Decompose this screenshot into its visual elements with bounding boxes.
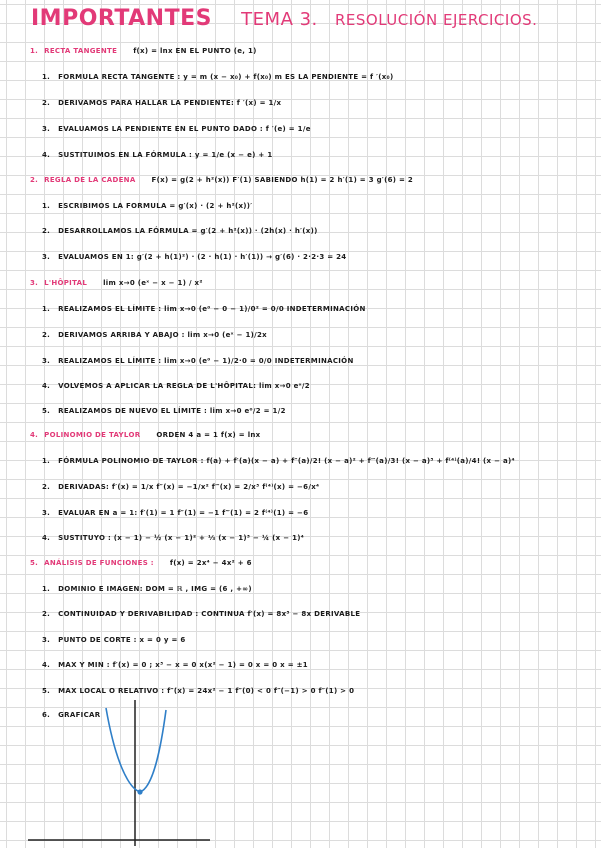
section-title: POLINOMIO DE TAYLOR [44,431,141,439]
item-number: 2. [30,176,39,184]
item-number: 2. [42,483,51,491]
item-text: MAX Y MIN : f′(x) = 0 ; x³ − x = 0 x(x² − 1) = 0 x = 0 x = ±1 [58,661,308,669]
item-text: PUNTO DE CORTE : x = 0 y = 6 [58,636,186,644]
list-item [42,304,366,314]
list-item [42,98,281,108]
list-item [42,508,308,518]
section-heading [30,558,252,568]
item-number: 4. [30,431,39,439]
section-title: ANÁLISIS DE FUNCIONES : [44,559,154,567]
item-number: 2. [42,331,51,339]
title-resolucion: RESOLUCIÓN EJERCICIOS. [334,11,538,29]
list-item [42,381,310,391]
list-item [42,686,354,696]
item-text: FORMULA RECTA TANGENTE : y = m (x − x₀) + f(x₀) m ES LA PENDIENTE = f ′(x₀) [58,73,394,81]
list-item [42,406,286,416]
item-number: 1. [42,585,51,593]
item-text: GRAFICAR [58,711,101,719]
item-number: 2. [42,610,51,618]
item-text: DERIVAMOS PARA HALLAR LA PENDIENTE: f ′(x) = 1/x [58,99,282,107]
section-title: RECTA TANGENTE [44,47,118,55]
item-number: 4. [42,534,51,542]
item-text: CONTINUIDAD Y DERIVABILIDAD : CONTINUA f′(x) = 8x³ − 8x DERIVABLE [58,610,361,618]
list-item [42,252,346,262]
list-item [42,356,354,366]
item-number: 3. [30,279,39,287]
section-heading [30,46,257,56]
list-item [42,150,273,160]
section-formula: lim x→0 (eˣ − x − 1) / x² [103,279,203,287]
item-number: 3. [42,636,51,644]
list-item [42,226,318,236]
function-graph [20,700,220,848]
item-text: FÓRMULA POLINOMIO DE TAYLOR : f(a) + f′(a)(x − a) + f″(a)/2! (x − a)² + f‴(a)/3! (x − a)³ + f⁽⁴⁾(a)/4! (x − a)⁴ [58,457,515,465]
item-number: 5. [30,559,39,567]
item-number: 3. [42,509,51,517]
item-text: EVALUAR EN a = 1: f′(1) = 1 f″(1) = −1 f‴(1) = 2 f⁽⁴⁾(1) = −6 [58,509,309,517]
section-formula: F(x) = g(2 + h²(x)) F′(1) SABIENDO h(1) = 2 h′(1) = 3 g′(6) = 2 [151,176,414,184]
item-number: 1. [30,47,39,55]
item-number: 3. [42,125,51,133]
list-item [42,201,252,211]
item-text: MAX LOCAL O RELATIVO : f″(x) = 24x² − 1 f″(0) < 0 f″(−1) > 0 f″(1) > 0 [58,687,355,695]
item-number: 3. [42,357,51,365]
item-text: SUSTITUYO : (x − 1) − ½ (x − 1)² + ⅓ (x − 1)³ − ¼ (x − 1)⁴ [58,534,305,542]
item-text: DOMINIO E IMAGEN: DOM = ℝ , IMG = (6 , +∞) [58,585,252,593]
item-number: 1. [42,457,51,465]
list-item [42,584,252,594]
list-item [42,609,360,619]
list-item [42,482,319,492]
list-item [42,533,304,543]
item-text: REALIZAMOS EL LÍMITE : lim x→0 (e⁰ − 0 − 1)/0² = 0/0 INDETERMINACIÓN [58,305,366,313]
list-item [42,72,393,82]
item-number: 2. [42,99,51,107]
item-text: DERIVAMOS ARRIBA Y ABAJO : lim x→0 (eˣ − 1)/2x [58,331,267,339]
section-title: L'HÔPITAL [44,279,88,287]
list-item [42,330,267,340]
section-heading [30,278,203,288]
section-formula: f(x) = lnx EN EL PUNTO (e, 1) [133,47,257,55]
item-number: 4. [42,151,51,159]
item-number: 2. [42,227,51,235]
item-text: VOLVEMOS A APLICAR LA REGLA DE L'HÔPITAL: lim x→0 eˣ/2 [58,382,310,390]
item-text: REALIZAMOS EL LÍMITE : lim x→0 (e⁰ − 1)/2·0 = 0/0 INDETERMINACIÓN [58,357,354,365]
title-importantes: IMPORTANTES [31,6,212,31]
item-number: 4. [42,661,51,669]
item-number: 5. [42,407,51,415]
list-item [42,456,515,466]
section-title: REGLA DE LA CADENA [44,176,136,184]
item-text: DESARROLLAMOS LA FÓRMULA = g′(2 + h²(x)) · (2h(x) · h′(x)) [58,227,318,235]
item-number: 1. [42,73,51,81]
item-number: 4. [42,382,51,390]
list-item [42,660,308,670]
minimum-point [137,789,142,794]
item-text: EVALUAMOS EN 1: g′(2 + h(1)²) · (2 · h(1) · h′(1)) → g′(6) · 2·2·3 = 24 [58,253,347,261]
item-number: 5. [42,687,51,695]
page-title [31,6,537,31]
item-number: 1. [42,305,51,313]
section-heading [30,175,413,185]
item-text: SUSTITUIMOS EN LA FÓRMULA : y = 1/e (x − e) + 1 [58,151,273,159]
list-item [42,635,186,645]
item-text: ESCRIBIMOS LA FORMULA = g′(x) · (2 + h²(x))′ [58,202,253,210]
item-number: 1. [42,202,51,210]
item-number: 6. [42,711,51,719]
section-formula: f(x) = 2x⁴ − 4x² + 6 [169,559,252,567]
item-text: REALIZAMOS DE NUEVO EL LÍMITE : lim x→0 e⁰/2 = 1/2 [58,407,286,415]
item-text: DERIVADAS: f′(x) = 1/x f″(x) = −1/x² f‴(x) = 2/x³ f⁽⁴⁾(x) = −6/x⁴ [58,483,320,491]
section-formula: ORDEN 4 a = 1 f(x) = lnx [156,431,261,439]
title-tema: TEMA 3. [241,9,318,30]
list-item [42,124,311,134]
item-text: EVALUAMOS LA PENDIENTE EN EL PUNTO DADO : f ′(e) = 1/e [58,125,311,133]
section-heading [30,430,261,440]
parabola-curve [106,708,166,792]
item-number: 3. [42,253,51,261]
